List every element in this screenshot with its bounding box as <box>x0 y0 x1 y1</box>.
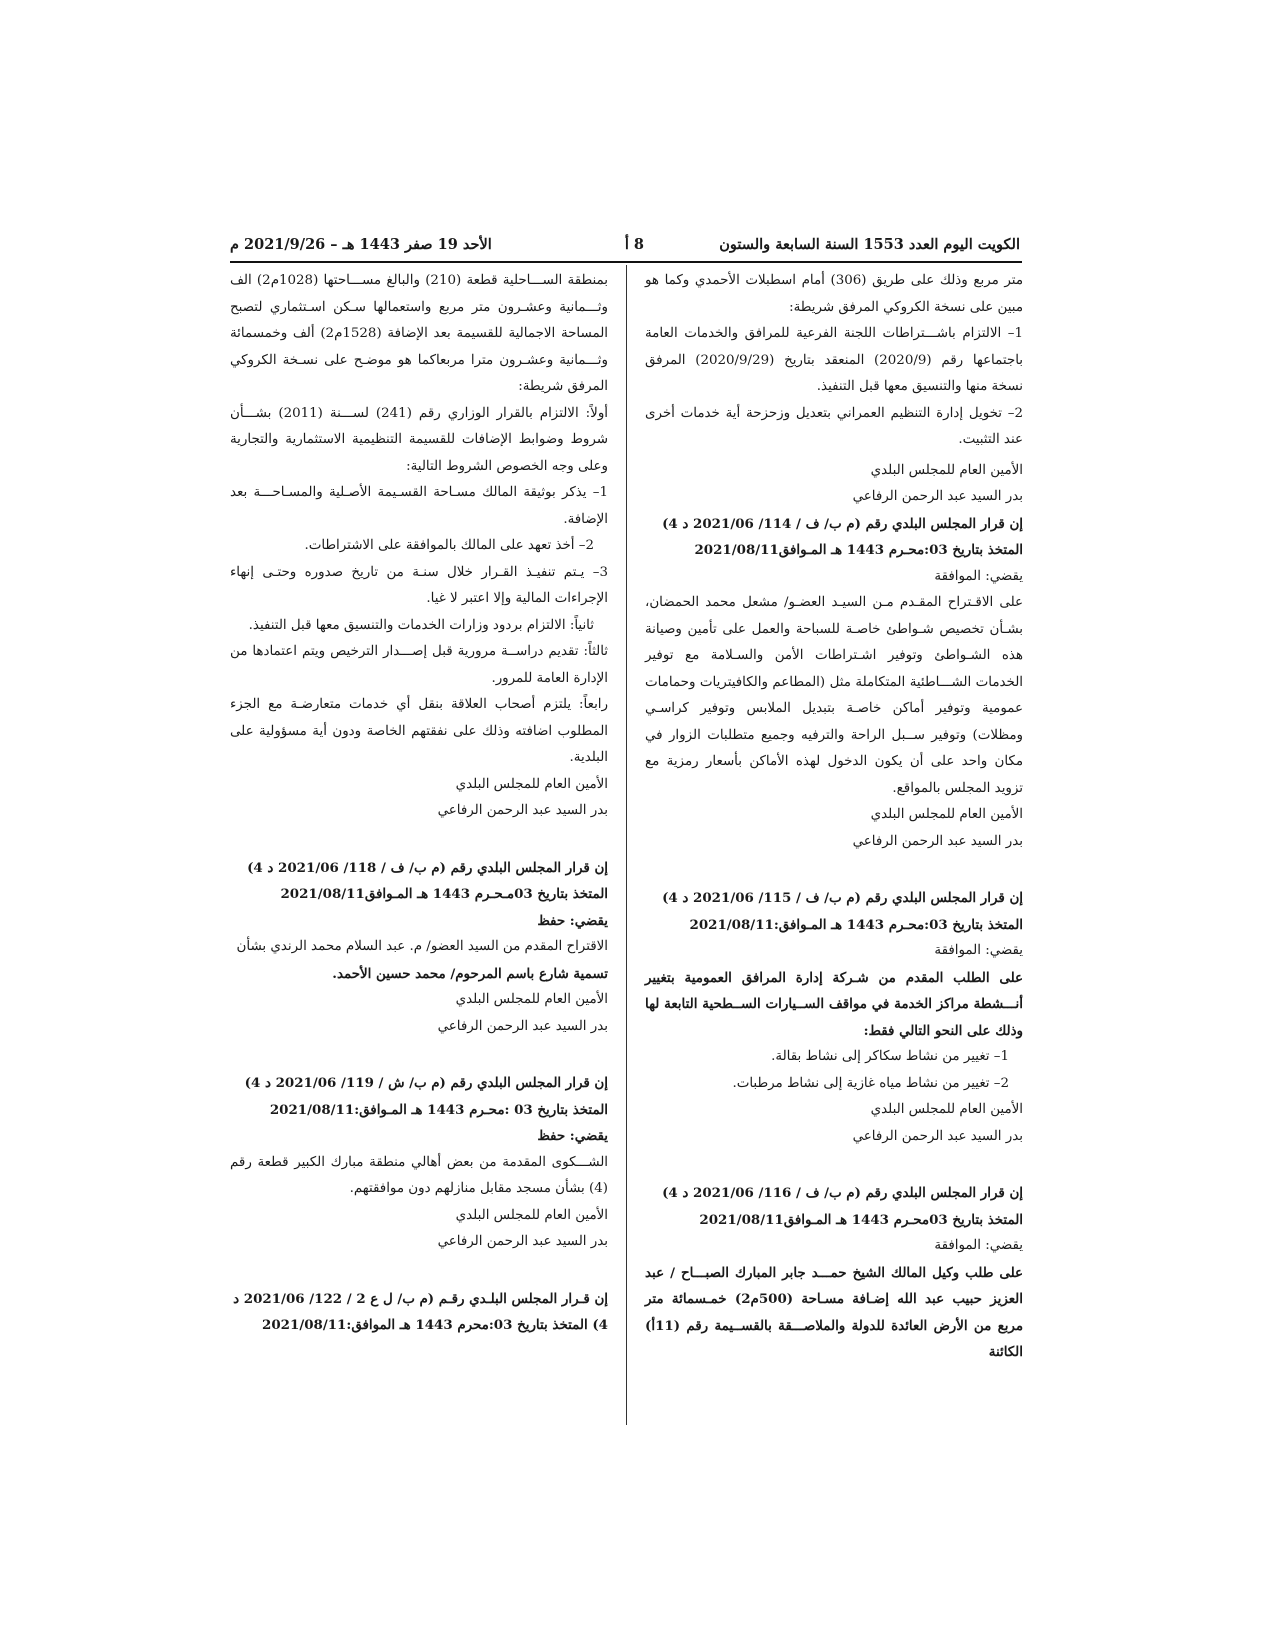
condition-item: 1– يذكر بوثيقة المالك مسـاحة القسـيمة الأصـلية والمسـاحـــة بعد الإضافة. <box>230 485 608 527</box>
right-column <box>645 268 1023 1366</box>
signature-name: بدر السيد عبد الرحمن الرفاعي <box>852 489 1023 504</box>
spacer <box>230 825 608 855</box>
condition-item: 1– الالتزام باشـــتراطات اللجنة الفرعية للمرافق والخدمات العامة باجتماعها رقم (2020/9) المنعقد بتاريخ (2020/9/29) المرفق نسخة منها والتنسيق معها قبل التنفيذ. <box>645 326 1024 394</box>
paragraph: أولاً: الالتزام بالقرار الوزاري رقم (241) لســـنة (2011) بشـــأن شروط وضوابط الإضافات للقسيمة التنظيمية الاستثمارية والتجارية وعلى وجه الخصوص الشروط التالية: <box>230 405 609 474</box>
decision-reference: إن قرار المجلس البلدي رقم (م ب/ ف / 114/ 2021/06 د 4) <box>662 515 1023 532</box>
decision-date: المتخذ بتاريخ 03محـرم 1443 هـ المـوافق2021/08/11 <box>699 1211 1023 1228</box>
decision-date: المتخذ بتاريخ 03مـحـرم 1443 هـ المـوافق2021/08/11 <box>280 886 608 902</box>
decision-reference: إن قرار المجلس البلدي رقم (م ب/ ش / 119/ 2021/06 د 4) <box>244 1075 608 1091</box>
issue-date: الأحد 19 صفر 1443 هـ – 2021/9/26 م <box>230 236 492 253</box>
condition-item: ثالثاً: تقديم دراســة مرورية قبل إصـــدار الترخيص ويتم اعتمادها من الإدارة العامة للمرور. <box>230 644 608 686</box>
signature-name: بدر السيد عبد الرحمن الرفاعي <box>437 1234 608 1249</box>
decision-text: على الطلب المقدم من شـركة إدارة المرافق العمومية بتغيير أنـــشطة مراكز الخدمة في مواقف الســيارات الســطحية التابعة لها وذلك على النحو التالي فقط: <box>645 969 1023 1039</box>
decision-date: 4) المتخذ بتاريخ 03:محرم 1443 هـ الموافق:2021/08/11 <box>262 1317 608 1333</box>
signature-name: بدر السيد عبد الرحمن الرفاعي <box>437 803 608 818</box>
spacer <box>230 1256 608 1286</box>
decision-ruling: يقضي: الموافقة <box>934 568 1023 584</box>
condition-item: 3– يـتم تنفيـذ القـرار خلال سنـة من تاريخ صدوره وحتـى إنهاء الإجراءات المالية وإلا اعتبر لا غيا. <box>230 564 608 606</box>
decision-ruling: يقضي: حفظ <box>537 912 608 929</box>
decision-date: المتخذ بتاريخ 03 :محـرم 1443 هـ المـوافق:2021/08/11 <box>269 1101 608 1118</box>
page-header <box>230 234 1020 260</box>
decision-text: تسمية شارع باسم المرحوم/ محمد حسين الأحمد. <box>332 965 608 982</box>
spacer <box>645 855 1023 885</box>
decision-ruling: يقضي: حفظ <box>537 1128 608 1144</box>
left-column <box>230 268 608 1339</box>
signature-title: الأمين العام للمجلس البلدي <box>455 1207 608 1223</box>
spacer <box>230 1040 608 1070</box>
spacer <box>645 1150 1023 1180</box>
signature-title: الأمين العام للمجلس البلدي <box>455 776 608 792</box>
decision-ruling: يقضي: الموافقة <box>934 943 1023 958</box>
condition-item: 2– أخذ تعهد على المالك بالموافقة على الاشتراطات. <box>304 538 594 553</box>
publication-info: الكويت اليوم العدد 1553 السنة السابعة والستون <box>719 236 1020 253</box>
signature-title: الأمين العام للمجلس البلدي <box>870 1102 1023 1117</box>
decision-text: الشـــكوى المقدمة من بعض أهالي منطقة مبارك الكبير قطعة رقم (4) بشأن مسجد مقابل منازلهم دون موافقتهم. <box>230 1154 608 1196</box>
paragraph: متر مربع وذلك على طريق (306) أمام اسطبلات الأحمدي وكما هو مبين على نسخة الكروكي المرفق شريطة: <box>645 273 1023 315</box>
decision-text: الاقتراح المقدم من السيد العضو/ م. عبد السلام محمد الرندي بشأن <box>236 939 608 954</box>
condition-item: ثانياً: الالتزام بردود وزارات الخدمات والتنسيق معها قبل التنفيذ. <box>248 617 594 633</box>
decision-text: على طلب وكيل المالك الشيخ حمـــد جابر المبارك الصبـــاح / عبد العزيز حبيب عبد الله إضـافة مسـاحة (500م2) خمـسمائة متر مربع من الأرض العائدة للدولة والملاصـــقة بالقســيمة رقم (11أ) الكائنة <box>645 1264 1023 1360</box>
list-item: 1– تغيير من نشاط سكاكر إلى نشاط بقالة. <box>771 1049 1009 1064</box>
decision-reference: إن قرار المجلس البلدي رقم (م ب/ ف / 118/ 2021/06 د 4) <box>247 859 608 876</box>
header-divider <box>230 261 1022 263</box>
condition-item: رابعاً: يلتزم أصحاب العلاقة بنقل أي خدمات متعارضـة مع الجزء المطلوب اضافته وذلك على نفقتهم الخاصة ودون أية مسؤولية على البلدية. <box>230 697 608 765</box>
decision-ruling: يقضي: الموافقة <box>934 1238 1023 1253</box>
decision-text: على الاقـتراح المقـدم مـن السيـد العضـو/ مشعل محمد الحمضان، بشـأن تخصيص شـواطئ خاصـة للسباحة والعمل على تأمين وصيانة هذه الشـواطئ وتوفير اشـتراطات الأمن والسـلامة مع توفير الخدمات الشـــاطئية المتكاملة مثل (المطاعم والكافيتريات وحمامات عمومية وتوفير أماكن خاصـة بتبديل الملابس وتوفير كراسـي ومظلات) وتوفير ســبل الراحة والترفيه وجميع متطلبات الزوار في مكان واحد على أن يكون الدخول لهذه الأماكن بأسعار رمزية مع تزويد المجلس بالمواقع. <box>645 595 1023 796</box>
decision-date: المتخذ بتاريخ 03:محـرم 1443 هـ المـوافق:2021/08/11 <box>689 916 1023 933</box>
signature-title: الأمين العام للمجلس البلدي <box>870 807 1023 822</box>
signature-title: الأمين العام للمجلس البلدي <box>870 462 1023 478</box>
decision-reference: إن قـرار المجلس البلـدي رقـم (م ب/ ل ع 2 / 122/ 2021/06 د <box>233 1290 608 1307</box>
page-number: 8 أ <box>624 236 644 253</box>
paragraph: بمنطقة الســـاحلية قطعة (210) والبالغ مســـاحتها (1028م2) الف وثـــمانية وعشـرون متر مربع واستعمالها سـكن اسـتثماري لتصبح المساحة الاجمالية للقسيمة بعد الإضافة (1528م2) ألف وخمسمائة وثـــمانية وعشـرون مترا مربعاكما هو موضـح على نسـخة الكروكي المرفق شريطة: <box>230 273 608 394</box>
signature-name: بدر السيد عبد الرحمن الرفاعي <box>852 833 1023 849</box>
signature-name: بدر السيد عبد الرحمن الرفاعي <box>437 1018 608 1034</box>
decision-date: المتخذ بتاريخ 03:محـرم 1443 هـ المـوافق2021/08/11 <box>694 542 1023 558</box>
decision-reference: إن قرار المجلس البلدي رقم (م ب/ ف / 115/ 2021/06 د 4) <box>662 890 1023 906</box>
signature-title: الأمين العام للمجلس البلدي <box>455 992 608 1007</box>
condition-item: 2– تخويل إدارة التنظيم العمراني بتعديل وزحزحة أية خدمات أخرى عند التثبيت. <box>645 405 1023 447</box>
column-divider <box>626 265 627 1425</box>
signature-name: بدر السيد عبد الرحمن الرفاعي <box>852 1128 1023 1144</box>
list-item: 2– تغيير من نشاط مياه غازية إلى نشاط مرطبات. <box>732 1075 1009 1091</box>
decision-reference: إن قرار المجلس البلدي رقم (م ب/ ف / 116/ 2021/06 د 4) <box>662 1185 1023 1201</box>
